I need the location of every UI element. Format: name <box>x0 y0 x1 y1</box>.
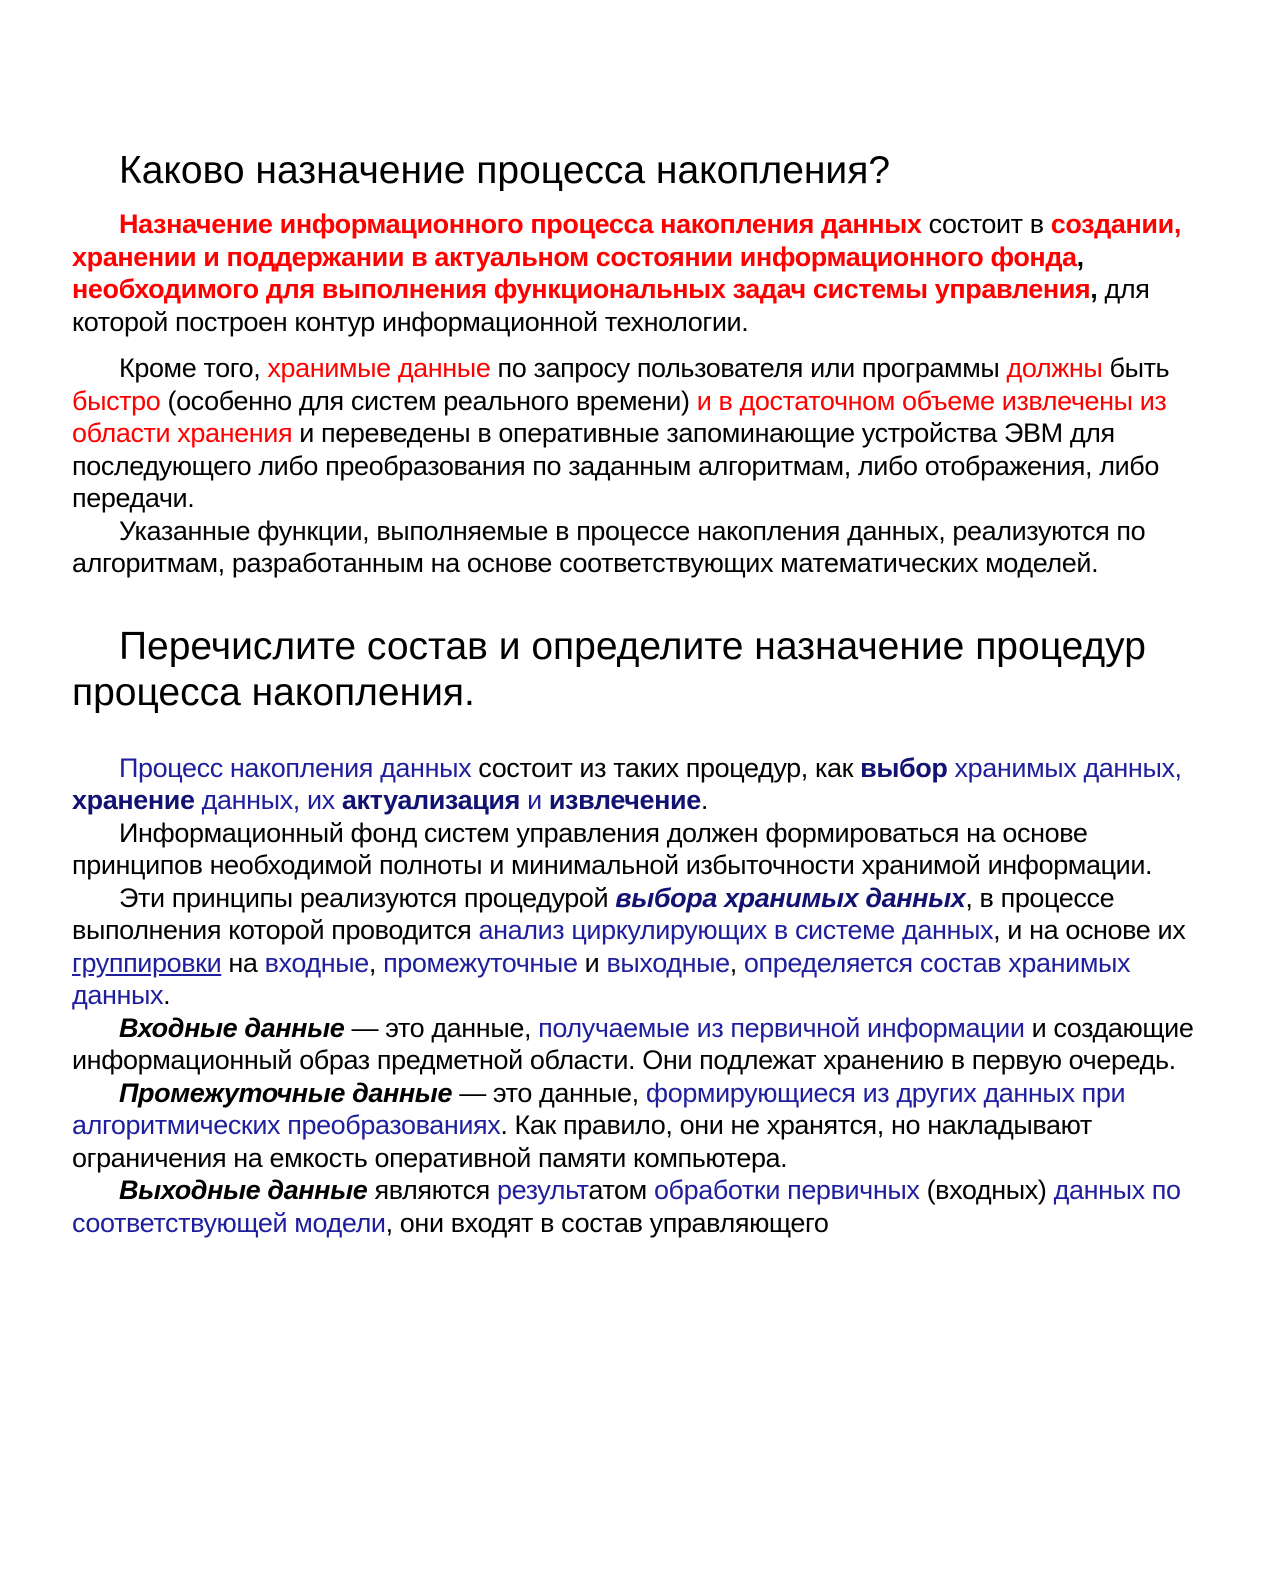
text-span: , <box>729 947 744 978</box>
text-span: состоит из таких процедур, как <box>471 752 861 783</box>
paragraph-output-data <box>72 1174 1202 1239</box>
text-span: (особенно для систем реального времени) <box>160 385 697 416</box>
text-span: , <box>368 947 384 978</box>
text-span: , <box>1090 274 1098 304</box>
text-span: Процесс накопления данных <box>119 752 472 783</box>
paragraph-purpose <box>72 208 1202 338</box>
text-span: входные <box>264 947 369 978</box>
text-span: анализ циркулирующих в системе данных <box>478 915 994 945</box>
text-span: состоит в <box>921 209 1051 239</box>
text-span: хранимые данные <box>267 353 491 383</box>
text-span: данных, их <box>194 785 342 815</box>
text-span: результ <box>496 1175 589 1205</box>
text-span: — это данные, <box>452 1077 646 1108</box>
text-span: на <box>221 947 265 978</box>
text-span: быстро <box>72 385 161 416</box>
text-span: данных по соответствующей модели <box>72 1175 1181 1238</box>
text-span: создании, хранении и поддержании в актуальном состоянии информационного фонда <box>72 209 1181 272</box>
paragraph-procedures <box>72 752 1202 817</box>
text-span: Входные данные <box>119 1012 345 1043</box>
text-span: получаемые из первичной информации <box>538 1012 1025 1043</box>
text-span: хранение <box>72 785 195 815</box>
text-span: (входных) <box>919 1175 1054 1205</box>
text-span: — это данные, <box>344 1012 539 1043</box>
text-span: , <box>1076 241 1084 272</box>
text-span: по запросу пользователя или программы <box>490 353 1007 383</box>
text-span: выбор <box>860 752 948 783</box>
paragraph-intermediate-data <box>72 1077 1202 1175</box>
paragraph-retrieval <box>72 352 1202 515</box>
text-span: и переведены в оперативные запоминающие устройства ЭВМ для последующего либо преобразования по заданным алгоритмам, либо отображения, либо передачи. <box>72 418 1159 513</box>
paragraph-input-data <box>72 1012 1202 1077</box>
text-span: промежуточные <box>383 947 578 978</box>
text-span: и создающие информационный образ предметной области. Они подлежат хранению в первую очередь. <box>72 1012 1194 1075</box>
paragraph-info-fund: Информационный фонд систем управления должен формироваться на основе принципов необходимой полноты и минимальной избыточности хранимой информации. <box>72 817 1153 880</box>
text-span: Промежуточные данные <box>119 1077 453 1108</box>
text-span: Эти принципы реализуются процедурой <box>119 882 616 913</box>
text-span: выходные <box>606 947 730 978</box>
text-span: быть <box>1102 353 1170 383</box>
text-span: необходимого для выполнения функциональных задач системы управления <box>72 274 1091 304</box>
text-span: для которой построен контур информационной технологии. <box>72 274 1150 337</box>
question-1-heading: Каково назначение процесса накопления? <box>119 149 891 192</box>
text-span: извлечение <box>548 785 701 815</box>
text-span: и <box>577 947 607 978</box>
text-span: формирующиеся из других данных при алгоритмических преобразованиях <box>72 1077 1126 1140</box>
text-span: являются <box>367 1175 497 1205</box>
text-span: Назначение информационного процесса накопления данных <box>119 209 922 239</box>
text-span: Кроме того, <box>119 353 268 383</box>
text-span: хранимых данных, <box>947 752 1182 783</box>
text-span: , они входят в состав управляющего <box>385 1207 829 1238</box>
text-span: и <box>519 785 549 815</box>
paragraph-functions: Указанные функции, выполняемые в процессе накопления данных, реализуются по алгоритмам, разработанным на основе соответствующих математических моделей. <box>72 515 1146 578</box>
text-span: . <box>163 980 171 1010</box>
text-span: атом <box>588 1175 654 1205</box>
text-span: определяется состав хранимых данных <box>72 947 1131 1010</box>
text-span: актуализация <box>341 785 520 815</box>
text-span: выбора хранимых данных <box>615 882 966 913</box>
text-span: группировки <box>72 947 222 978</box>
text-span: , в процессе выполнения которой проводится <box>72 882 1115 945</box>
text-span: обработки первичных <box>653 1175 920 1205</box>
text-span: , и на основе их <box>993 915 1186 945</box>
text-span: должны <box>1006 353 1103 383</box>
document-page <box>72 148 1202 1239</box>
text-span: Выходные данные <box>119 1175 368 1205</box>
text-span: . <box>700 785 708 815</box>
paragraph-selection <box>72 882 1202 1012</box>
text-span: . Как правило, они не хранятся, но накладывают ограничения на емкость оперативной памяти компьютера. <box>72 1110 1092 1173</box>
text-span: и в достаточном объеме извлечены из области хранения <box>72 385 1167 448</box>
question-2-heading: Перечислите состав и определите назначение процедур процесса накопления. <box>72 624 1146 714</box>
